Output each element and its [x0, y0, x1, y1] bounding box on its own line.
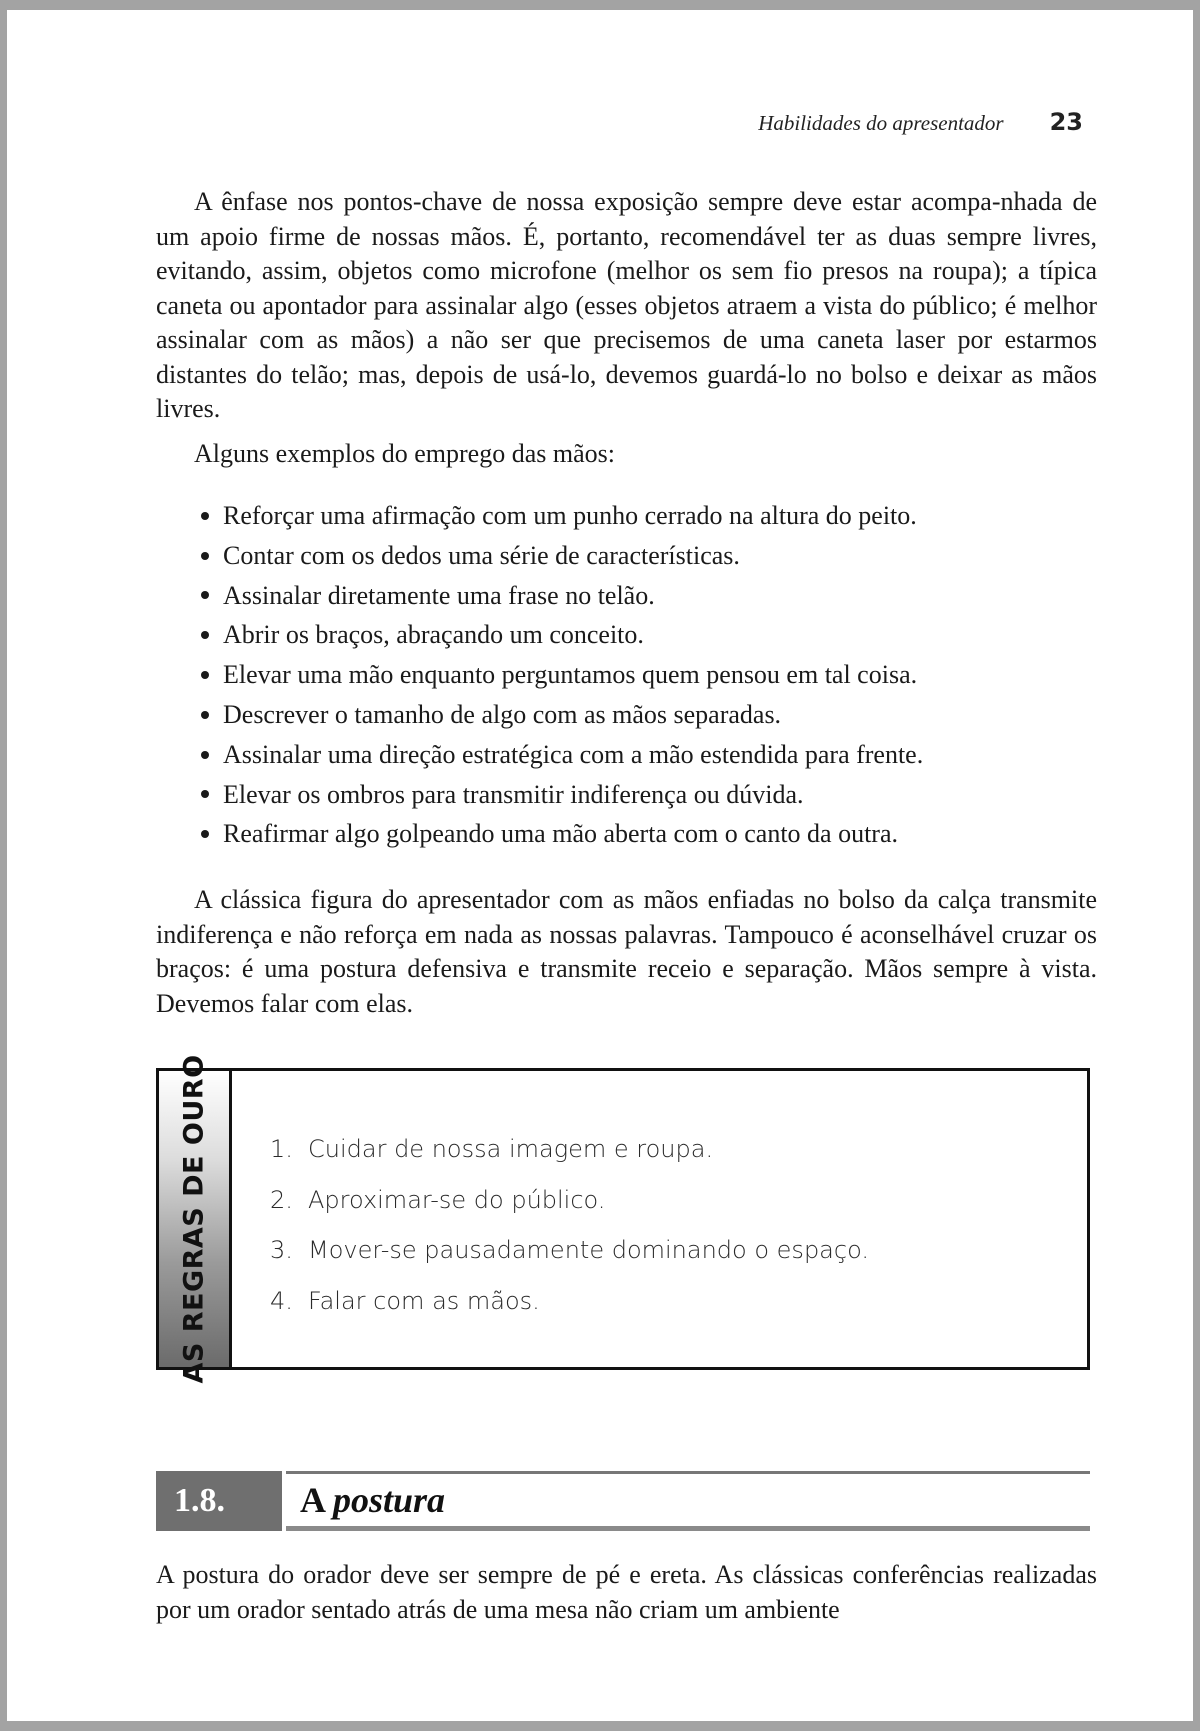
rule-number: 3.	[270, 1236, 293, 1264]
list-item	[156, 576, 1097, 616]
bullet-icon	[201, 552, 209, 560]
list-item	[156, 615, 1097, 655]
rule-number: 4.	[270, 1286, 293, 1315]
rules-side-label	[159, 1054, 232, 1384]
rules-side-label-text: AS REGRAS DE OURO	[178, 1054, 210, 1384]
rule-number: 2.	[270, 1185, 293, 1214]
section-title-prefix: A	[300, 1480, 334, 1520]
section-rule-bottom	[286, 1526, 1090, 1531]
bullet-icon	[201, 631, 209, 639]
page-number: 23	[1049, 108, 1083, 136]
rule-item	[270, 1129, 869, 1180]
rule-text: Cuidar de nossa imagem e roupa.	[308, 1135, 714, 1163]
bullet-icon	[201, 512, 209, 520]
running-head-title: Habilidades do apresentador	[758, 111, 1004, 135]
rule-text: Falar com as mãos.	[308, 1286, 540, 1315]
list-item-text: Elevar uma mão enquanto perguntamos quem pensou em tal coisa.	[223, 660, 918, 690]
list-item	[156, 655, 1097, 695]
list-item-text: Reforçar uma afirmação com um punho cerrado na altura do peito.	[223, 501, 917, 530]
list-item	[156, 775, 1097, 815]
bullet-icon	[201, 671, 209, 679]
list-item-text: Assinalar diretamente uma frase no telão.	[223, 580, 655, 610]
list-item	[156, 695, 1097, 735]
list-item-text: Assinalar uma direção estratégica com a mão estendida para frente.	[223, 739, 924, 769]
rule-text: Aproximar-se do público.	[308, 1185, 606, 1214]
list-item	[156, 496, 1097, 536]
paragraph-2: Alguns exemplos do emprego das mãos:	[194, 439, 615, 468]
bullet-list	[156, 496, 1097, 854]
list-item-text: Descrever o tamanho de algo com as mãos separadas.	[223, 699, 782, 729]
rules-list	[270, 1129, 869, 1331]
paragraph-4: A postura do orador deve ser sempre de pé e ereta. As clássicas conferências realizadas por um orador sentado atrás de uma mesa não criam um ambiente	[156, 1560, 1097, 1624]
list-item-text: Reafirmar algo golpeando uma mão aberta com o canto da outra.	[223, 819, 899, 849]
section-title	[300, 1474, 445, 1526]
rule-item	[270, 1281, 869, 1332]
bullet-icon	[201, 751, 209, 759]
list-item	[156, 536, 1097, 576]
rule-item	[270, 1230, 869, 1281]
list-item-text: Elevar os ombros para transmitir indiferença ou dúvida.	[223, 779, 804, 809]
bullet-icon	[201, 591, 209, 599]
bullet-icon	[201, 830, 209, 838]
paragraph-3: A clássica figura do apresentador com as mãos enfiadas no bolso da calça transmite indiferença e não reforça em nada as nossas palavras. Tampouco é aconselhável cruzar os braços: é uma postura defensiva e transmite receio e separação. Mãos sempre à vista. Devemos falar com elas.	[156, 885, 1097, 1018]
section-heading	[156, 1471, 1090, 1531]
section-number: 1.8.	[156, 1471, 282, 1531]
bullet-icon	[201, 790, 209, 798]
rule-number: 1.	[270, 1135, 293, 1163]
paragraph-1: A ênfase nos pontos-chave de nossa exposição sempre deve estar acompa-nhada de um apoio firme de nossas mãos. É, portanto, recomendável ter as duas sempre livres, evitando, assim, objetos como microfone (melhor os sem fio presos na roupa); a típica caneta ou apontador para assinalar algo (esses objetos atraem a vista do público; é melhor assinalar com as mãos) a não ser que precisemos de uma caneta laser por estarmos distantes do telão; mas, depois de usá-lo, devemos guardá-lo no bolso e deixar as mãos livres.	[156, 187, 1097, 423]
running-head	[758, 108, 1083, 136]
rule-text: Mover-se pausadamente dominando o espaço.	[308, 1236, 869, 1264]
bullet-icon	[201, 711, 209, 719]
rules-box	[156, 1054, 1090, 1384]
list-item-text: Abrir os braços, abraçando um conceito.	[223, 620, 644, 650]
rule-item	[270, 1180, 869, 1231]
list-item	[156, 735, 1097, 775]
list-item	[156, 814, 1097, 854]
book-page	[7, 10, 1193, 1721]
section-title-italic: postura	[333, 1480, 446, 1520]
list-item-text: Contar com os dedos uma série de características.	[223, 540, 740, 570]
